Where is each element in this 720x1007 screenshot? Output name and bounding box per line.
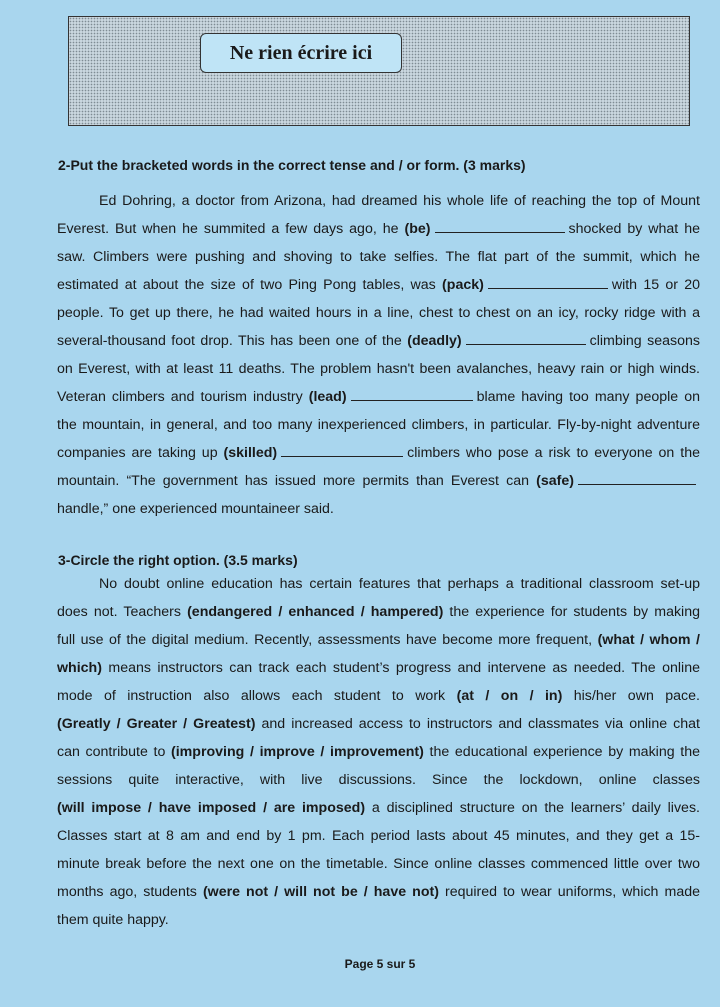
text-line: sessions quite interactive, with live discussions. Since the lockdown, online classes: [57, 772, 700, 788]
word-deadly: (deadly): [407, 333, 462, 349]
text-line: does not. Teachers (endangered / enhanced / hampered) the experience for students by making: [57, 604, 700, 620]
text-line: several-thousand foot drop. This has been one of the (deadly) climbing seasons: [57, 327, 700, 355]
text-line: on Everest, with at least 11 deaths. The problem hasn't been avalanches, heavy rain or high winds.: [57, 361, 700, 377]
option-group-3: (at / on / in): [456, 688, 563, 704]
option-group-6: (will impose / have imposed / are imposed): [57, 800, 366, 816]
option-group-7: (were not / will not be / have not): [202, 884, 439, 900]
page-number: Page 5 sur 5: [344, 957, 416, 971]
text-line: saw. Climbers were pushing and shoving to take selfies. The flat part of the summit, which he: [57, 249, 700, 265]
section-3-text: [57, 570, 700, 934]
text-line: Everest. But when he summited a few days ago, he (be) shocked by what he: [57, 215, 700, 243]
option-group-2a: (what / whom /: [597, 632, 700, 648]
section-3-title: 3-Circle the right option. (3.5 marks): [58, 552, 298, 568]
word-skilled: (skilled): [223, 445, 278, 461]
word-safe: (safe): [536, 473, 574, 489]
text-line: mountain. “The government has issued more permits than Everest can (safe): [57, 467, 700, 495]
text-line: Classes start at 8 am and end by 1 pm. Each period lasts about 45 minutes, and they get a 15-: [57, 828, 700, 844]
option-group-5: (improving / improve / improvement): [171, 744, 424, 760]
option-group-1: (endangered / enhanced / hampered): [187, 604, 444, 620]
text-line: people. To get up there, he had waited hours in a line, chest to chest on an icy, rocky ridge with a: [57, 305, 700, 321]
section-2-title: 2-Put the bracketed words in the correct tense and / or form. (3 marks): [58, 157, 526, 173]
answer-blank-lead[interactable]: [351, 386, 473, 401]
word-lead: (lead): [308, 389, 347, 405]
text-line: companies are taking up (skilled) climbers who pose a risk to everyone on the: [57, 439, 700, 467]
text-line: (Greatly / Greater / Greatest) and increased access to instructors and classmates via online chat: [57, 716, 700, 732]
answer-blank-skilled[interactable]: [281, 442, 403, 457]
answer-blank-safe[interactable]: [578, 470, 696, 485]
text-line: can contribute to (improving / improve / improvement) the educational experience by making the: [57, 744, 700, 760]
text-line: handle,” one experienced mountaineer said.: [57, 501, 334, 517]
text-line: which) means instructors can track each student’s progress and intervene as needed. The online: [57, 660, 700, 676]
text-line: estimated at about the size of two Ping Pong tables, was (pack) with 15 or 20: [57, 271, 700, 299]
answer-blank-pack[interactable]: [488, 274, 608, 289]
text-line: months ago, students (were not / will not be / have not) required to wear uniforms, which made: [57, 884, 700, 900]
text-line: No doubt online education has certain features that perhaps a traditional classroom set-up: [99, 576, 700, 592]
answer-blank-deadly[interactable]: [466, 330, 586, 345]
verb-pack: (pack): [442, 277, 484, 293]
option-group-2b: which): [57, 660, 102, 676]
text-line: Ed Dohring, a doctor from Arizona, had dreamed his whole life of reaching the top of Mount: [99, 193, 700, 209]
text-line: full use of the digital medium. Recently, assessments have become more frequent, (what / whom /: [57, 632, 700, 648]
text-line: mode of instruction also allows each student to work (at / on / in) his/her own pace.: [57, 688, 700, 704]
text-line: them quite happy.: [57, 912, 169, 928]
text-line: (will impose / have imposed / are imposed) a disciplined structure on the learners’ daily lives.: [57, 800, 700, 816]
section-2-text: [57, 187, 700, 523]
text-line: minute break before the next one on the timetable. Since online classes commenced little over two: [57, 856, 700, 872]
text-line: the mountain, in general, and too many inexperienced climbers, in particular. Fly-by-night adventure: [57, 417, 700, 433]
do-not-write-notice: Ne rien écrire ici: [200, 33, 402, 73]
option-group-4: (Greatly / Greater / Greatest): [57, 716, 256, 732]
verb-be: (be): [404, 221, 431, 237]
text-line: Veteran climbers and tourism industry (lead) blame having too many people on: [57, 383, 700, 411]
answer-blank-be[interactable]: [435, 218, 565, 233]
